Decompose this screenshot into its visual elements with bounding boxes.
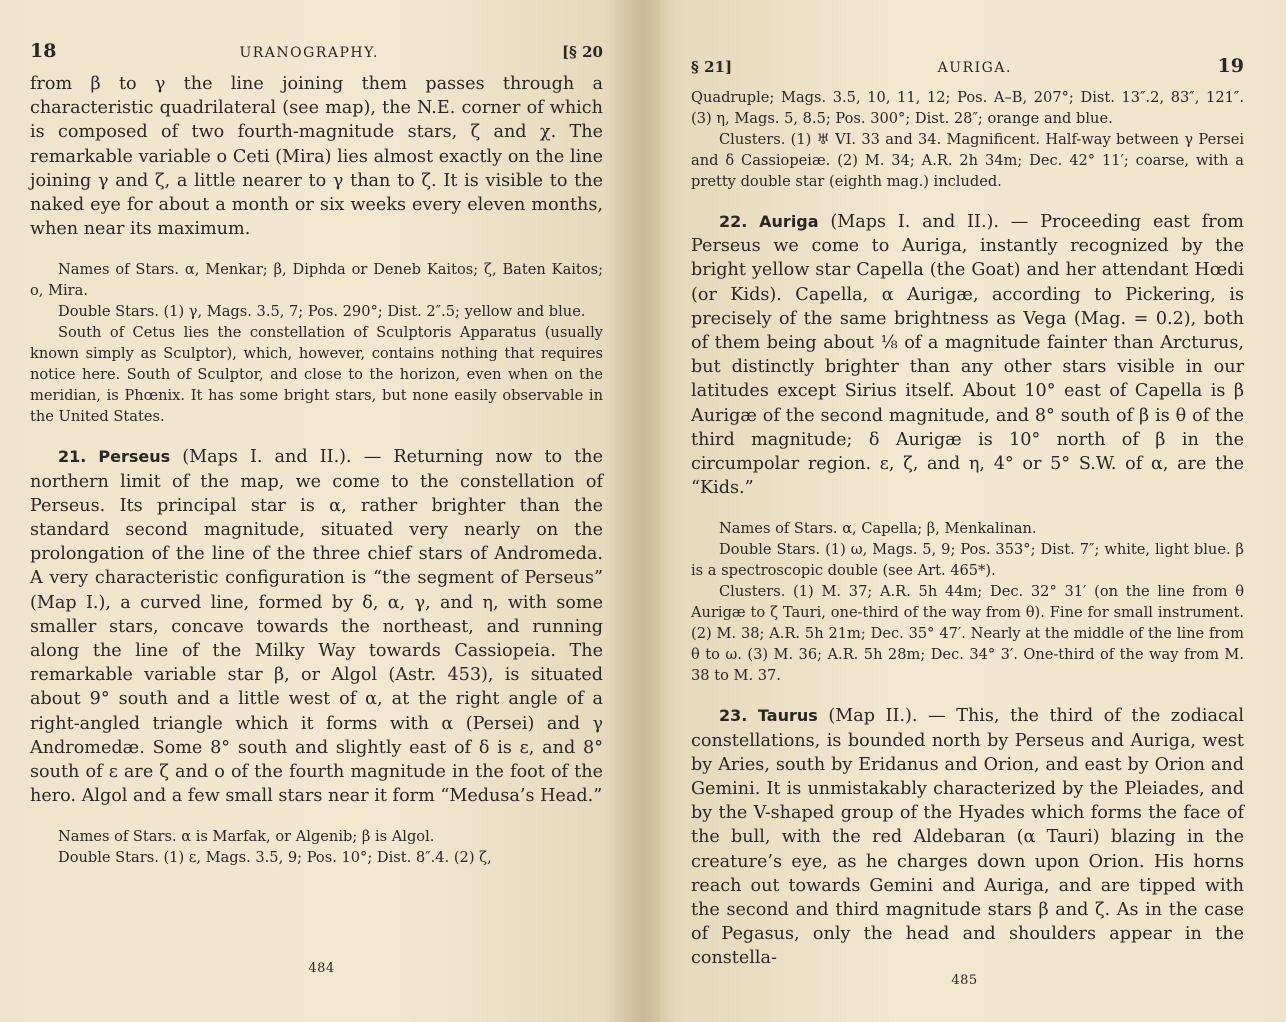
taurus-section-number: 23.: [719, 706, 748, 726]
taurus-heading: Taurus: [757, 706, 818, 726]
left-footer-number: 484: [308, 961, 335, 976]
perseus-section-number: 21.: [58, 447, 87, 467]
perseus-double-stars: Double Stars. (1) ε, Mags. 3.5, 9; Pos. 10°; Dist. 8″.4. (2) ζ,: [58, 849, 492, 867]
section-reference: [§ 20: [561, 43, 603, 61]
auriga-double-stars: Double Stars. (1) ω, Mags. 5, 9; Pos. 353°; Dist. 7″; white, light blue. β is a spectroscopic double (see Art. 465*).: [691, 541, 1244, 580]
section-reference: § 21]: [691, 58, 733, 76]
running-title: AURIGA.: [937, 60, 1012, 76]
perseus-heading: Perseus: [98, 447, 171, 467]
page-number: 18: [30, 40, 57, 62]
perseus-paragraph: (Maps I. and II.). — Returning now to the northern limit of the map, we come to the constellation of Perseus. Its principal star is α, rather brighter than the standard second magnitude, situated very nearly on the prolongation of the line of the three chief stars of Andromeda. A very characteristic configuration is “the segment of Perseus” (Map I.), a curved line, formed by δ, α, γ, and η, with some smaller stars, concave towards the northeast, and running along the line of the Milky Way towards Cassiopeia. The remarkable variable star β, or Algol (Astr. 453), is situated about 9° south and a little west of α, at the right angle of a right-angled triangle which it forms with α (Persei) and γ Andromedæ. Some 8° south and slightly east of δ is ε, and 8° south of ε are ζ and ο of the fourth magnitude in the foot of the hero. Algol and a few small stars near it form “Medusa’s Head.”: [30, 447, 604, 807]
cetus-star-names: Names of Stars. α, Menkar; β, Diphda or Deneb Kaitos; ζ, Baten Kaitos; ο, Mira.: [30, 261, 603, 300]
right-page: [643, 0, 1286, 1022]
taurus-paragraph: (Map II.). — This, the third of the zodiacal constellations, is bounded north by Perseus and Auriga, west by Aries, south by Eridanus and Orion, and east by Orion and Gemini. It is unmistakably characterized by the Pleiades, and by the V-shaped group of the Hyades which forms the face of the bull, with the red Aldebaran (α Tauri) blazing in the creature’s eye, as he charges down upon Orion. His horns reach out towards Gemini and Auriga, and are tipped with the second and third magnitude stars β and ζ. As in the case of Pegasus, only the head and shoulders appear in the constella-: [691, 706, 1245, 969]
auriga-section: [691, 210, 1244, 500]
cetus-continuation-paragraph: from β to γ the line joining them passes through a characteristic quadrilateral (see map), the N.E. corner of which is composed of two fourth-magnitude stars, ζ and χ. The remarkable variable ο Ceti (Mira) lies almost exactly on the line joining γ and ζ, a little nearer to γ than to ζ. It is visible to the naked eye for about a month or six weeks every eleven months, when near its maximum.: [30, 74, 603, 240]
auriga-paragraph: (Maps I. and II.). — Proceeding east from Perseus we come to Auriga, instantly recognized by the bright yellow star Capella (the Goat) and her attendant Hœdi (or Kids). Capella, α Aurigæ, according to Pickering, is precisely of the same brightness as Vega (Mag. = 0.2), both of them being about ⅛ of a magnitude fainter than Arcturus, but distinctly brighter than any other stars visible in our latitudes except Sirius itself. About 10° east of Capella is β Aurigæ of the second magnitude, and 8° south of β is θ of the third magnitude; δ Aurigæ is 10° north of β in the circumpolar region. ε, ζ, and η, 4° or 5° S.W. of α, are the “Kids.”: [691, 212, 1244, 499]
auriga-heading: Auriga: [759, 212, 819, 231]
left-running-head: [30, 40, 603, 62]
right-footer-number: 485: [951, 973, 978, 988]
perseus-doubles-continuation: Quadruple; Mags. 3.5, 10, 11, 12; Pos. A–B, 207°; Dist. 13″.2, 83″, 121″. (3) η, Mags. 5, 8.5; Pos. 300°; Dist. 28″; orange and blue.: [691, 89, 1244, 127]
auriga-star-names: Names of Stars. α, Capella; β, Menkalinan.: [719, 520, 1037, 538]
auriga-section-number: 22.: [719, 212, 748, 231]
running-title: URANOGRAPHY.: [239, 45, 379, 61]
sculptor-paragraph: South of Cetus lies the constellation of Sculptoris Apparatus (usually known simply as Sculptor), which, however, contains nothing that requires notice here. South of Sculptor, and close to the horizon, even when on the meridian, is Phœnix. It has some bright stars, but none easily observable in the United States.: [30, 324, 603, 426]
taurus-section: [691, 704, 1244, 970]
perseus-star-names: Names of Stars. α is Marfak, or Algenib; β is Algol.: [58, 828, 435, 846]
page-number: 19: [1217, 55, 1244, 77]
right-running-head: [691, 55, 1244, 77]
perseus-clusters: Clusters. (1) ♅ VI. 33 and 34. Magnificent. Half-way between γ Persei and δ Cassiopeiæ. (2) M. 34; A.R. 2h 34m; Dec. 42° 11′; coarse, with a pretty double star (eighth mag.) included.: [691, 131, 1244, 190]
perseus-section: [30, 445, 603, 808]
cetus-double-stars: Double Stars. (1) γ, Mags. 3.5, 7; Pos. 290°; Dist. 2″.5; yellow and blue.: [58, 303, 586, 321]
auriga-clusters: Clusters. (1) M. 37; A.R. 5h 44m; Dec. 32° 31′ (on the line from θ Aurigæ to ζ Tauri, one-third of the way from θ). Fine for small instrument. (2) M. 38; A.R. 5h 21m; Dec. 35° 47′. Nearly at the middle of the line from θ to ω. (3) M. 36; A.R. 5h 28m; Dec. 34° 3′. One-third of the way from M. 38 to M. 37.: [691, 583, 1244, 685]
